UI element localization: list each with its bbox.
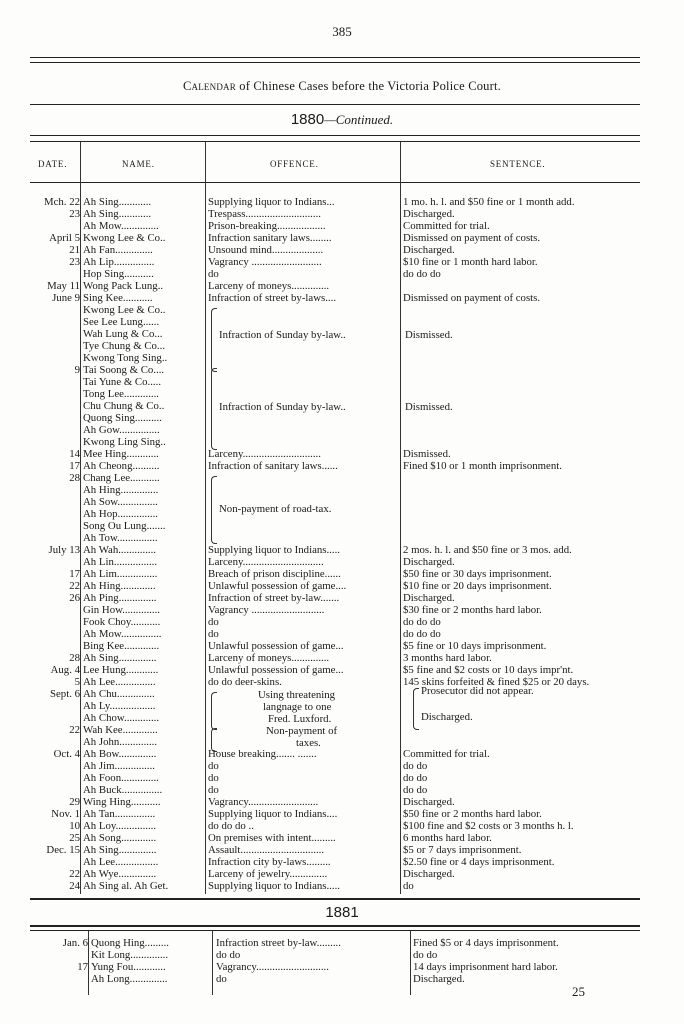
table-row: [30, 340, 640, 352]
cell-offence: Vagrancy ...........................: [208, 604, 325, 616]
cell-sentence: Dismissed on payment of costs.: [403, 232, 541, 244]
table-row: [30, 544, 640, 556]
cell-name: Ah Tan...............: [83, 808, 156, 820]
table-row: [30, 472, 640, 484]
cell-offence: Larceny of moneys..............: [208, 652, 330, 664]
cell-name: Ah Buck...............: [83, 784, 163, 796]
cell-sentence: Discharged.: [413, 973, 465, 985]
cell-offence: Supplying liquor to Indians...: [208, 196, 335, 208]
col-name-header: NAME.: [122, 159, 155, 169]
table-row: [30, 352, 640, 364]
cell-offence: Larceny..............................: [208, 556, 324, 568]
table-row: [30, 208, 640, 220]
cell-offence: House breaking....... .......: [208, 748, 317, 760]
cell-offence: do: [208, 268, 219, 280]
cell-date: 17: [69, 460, 80, 472]
table-row: [30, 520, 640, 532]
table-row: [30, 292, 640, 304]
col-date-header: DATE.: [38, 159, 68, 169]
cell-name: Tong Lee.............: [83, 388, 160, 400]
group-offence-threat-3: Fred. Luxford.: [268, 713, 332, 725]
cell-offence: Trespass............................: [208, 208, 321, 220]
cell-name: Hop Sing...........: [83, 268, 154, 280]
cell-name: Ah Mow..............: [83, 220, 159, 232]
cell-offence: Assault...............................: [208, 844, 325, 856]
year-1880: 1880: [290, 111, 325, 128]
cell-sentence: $2.50 fine or 4 days imprisonment.: [403, 856, 555, 868]
cell-name: Ah Long..............: [91, 973, 168, 985]
cell-date: June 9: [52, 292, 80, 304]
brace-sept-sentence: [413, 688, 419, 730]
cell-sentence: $5 or 7 days imprisonment.: [403, 844, 522, 856]
cell-sentence: $10 fine or 20 days imprisonment.: [403, 580, 552, 592]
cell-date: Mch. 22: [44, 196, 80, 208]
cell-name: Ah Chu..............: [83, 688, 155, 700]
year-rule: [30, 135, 640, 136]
cell-date: 26: [69, 592, 80, 604]
cell-date: 23: [69, 208, 80, 220]
table-row: [30, 973, 640, 985]
col-sentence-header: SENTENCE.: [490, 159, 546, 169]
table-row: [30, 640, 640, 652]
table-row: [30, 448, 640, 460]
cell-offence: Infraction of street by-law.......: [208, 592, 340, 604]
rule-before-1881: [30, 898, 640, 900]
cell-name: Ah Fan..............: [83, 244, 153, 256]
cell-date: Jan. 6: [62, 937, 88, 949]
cell-date: 24: [69, 880, 80, 892]
table-row: [30, 316, 640, 328]
cell-offence: Supplying liquor to Indians.....: [208, 544, 340, 556]
cell-sentence: $10 fine or 1 month hard labor.: [403, 256, 538, 268]
cell-name: Ah Sing............: [83, 196, 152, 208]
cell-name: Quong Sing..........: [83, 412, 162, 424]
cell-offence: Infraction city by-laws.........: [208, 856, 331, 868]
cell-date: 28: [69, 472, 80, 484]
table-1880: [30, 0, 640, 1024]
header-rule-top: [30, 141, 640, 142]
table-row: [30, 868, 640, 880]
cell-name: Ah Wah..............: [83, 544, 157, 556]
table-row: [30, 652, 640, 664]
cell-date: 14: [69, 448, 80, 460]
cell-offence: do do deer-skins.: [208, 676, 282, 688]
cell-name: Bing Kee.............: [83, 640, 160, 652]
cell-date: Aug. 4: [50, 664, 80, 676]
cell-date: 29: [69, 796, 80, 808]
cell-offence: Infraction street by-law.........: [216, 937, 341, 949]
table-row: [30, 412, 640, 424]
cell-sentence: $50 fine or 2 months hard labor.: [403, 808, 542, 820]
cell-offence: Larceny.............................: [208, 448, 321, 460]
brace-threatening: [211, 692, 217, 730]
cell-name: Kit Long..............: [91, 949, 169, 961]
cell-name: Tye Chung & Co...: [83, 340, 166, 352]
table-row: [30, 532, 640, 544]
cell-name: Ah Mow...............: [83, 628, 162, 640]
cell-offence: Breach of prison discipline......: [208, 568, 341, 580]
cell-name: Kwong Lee & Co..: [83, 232, 166, 244]
table-row: [30, 580, 640, 592]
cell-sentence: Discharged.: [403, 868, 455, 880]
cell-name: Song Ou Lung.......: [83, 520, 166, 532]
table-row: [30, 676, 640, 688]
table-row: [30, 388, 640, 400]
table-row: [30, 664, 640, 676]
table-row: [30, 736, 640, 748]
cell-offence: do do: [216, 949, 241, 961]
divider-1881-name-offence: [212, 931, 213, 995]
table-row: [30, 712, 640, 724]
divider-offence-sentence: [400, 142, 401, 894]
header-rule-bottom: [30, 182, 640, 183]
table-row: [30, 628, 640, 640]
page-number: 385: [332, 24, 352, 39]
cell-name: Mee Hing............: [83, 448, 159, 460]
cell-sentence: Discharged.: [403, 796, 455, 808]
cell-name: Tai Soong & Co....: [83, 364, 165, 376]
cell-sentence: Fined $5 or 4 days imprisonment.: [413, 937, 559, 949]
table-row: [30, 700, 640, 712]
cell-offence: do: [216, 973, 227, 985]
cell-sentence: $5 fine and $2 costs or 10 days impr'nt.: [403, 664, 574, 676]
cell-date: Sept. 6: [50, 688, 80, 700]
table-row: [30, 196, 640, 208]
cell-sentence: do do: [403, 760, 428, 772]
table-row: [30, 484, 640, 496]
cell-date: 22: [69, 868, 80, 880]
cell-name: Kwong Lee & Co..: [83, 304, 166, 316]
cell-name: Wing Hing...........: [83, 796, 161, 808]
cell-date: 22: [69, 724, 80, 736]
cell-name: Fook Choy...........: [83, 616, 161, 628]
cell-name: Ah Chow.............: [83, 712, 160, 724]
table-row: [30, 256, 640, 268]
cell-date: 17: [69, 568, 80, 580]
divider-1881-date-name: [88, 931, 89, 995]
cell-name: Ah Lim...............: [83, 568, 158, 580]
cell-name: Wah Lung & Co...: [83, 328, 163, 340]
table-row: [30, 796, 640, 808]
cell-name: Ah Ly.................: [83, 700, 156, 712]
cell-name: Ah Cheong..........: [83, 460, 160, 472]
caption-smallcaps: Calendar: [183, 79, 236, 93]
cell-name: Ah Sing..............: [83, 844, 157, 856]
table-row: [30, 460, 640, 472]
cell-sentence: do do do: [403, 268, 441, 280]
group-sentence-sunday-1: Dismissed.: [405, 329, 453, 341]
group-offence-sunday-2: Infraction of Sunday by-law..: [219, 401, 346, 413]
cell-name: Ah Loy...............: [83, 820, 157, 832]
cell-date: 5: [74, 676, 80, 688]
group-offence-tax-2: taxes.: [296, 737, 321, 749]
cell-name: Ah Lee................: [83, 856, 159, 868]
cell-sentence: Discharged.: [403, 592, 455, 604]
cell-date: April 5: [49, 232, 80, 244]
table-row: [30, 604, 640, 616]
cell-sentence: Committed for trial.: [403, 220, 490, 232]
cell-name: Gin How..............: [83, 604, 160, 616]
cell-name: Ah Hing..............: [83, 484, 159, 496]
year-1881: 1881: [325, 904, 359, 921]
group-offence-road-tax: Non-payment of road-tax.: [219, 503, 332, 515]
table-row: [30, 616, 640, 628]
cell-sentence: Discharged.: [403, 208, 455, 220]
cell-offence: Unlawful possession of game....: [208, 580, 347, 592]
cell-offence: do do do ..: [208, 820, 254, 832]
group-sentence-sept-2: Discharged.: [421, 711, 473, 723]
table-row: [30, 844, 640, 856]
cell-date: 9: [74, 364, 80, 376]
cell-offence: do: [208, 616, 219, 628]
cell-sentence: Dismissed.: [403, 448, 451, 460]
cell-name: Quong Hing.........: [91, 937, 169, 949]
cell-offence: Supplying liquor to Indians.....: [208, 880, 340, 892]
brace-taxes: [211, 728, 217, 752]
cell-offence: Infraction of street by-laws....: [208, 292, 337, 304]
table-row: [30, 244, 640, 256]
table-row: [30, 808, 640, 820]
cell-name: Ah Song.............: [83, 832, 157, 844]
cell-offence: Larceny of moneys..............: [208, 280, 330, 292]
cell-sentence: 3 months hard labor.: [403, 652, 492, 664]
table-row: [30, 280, 640, 292]
cell-offence: On premises with intent.........: [208, 832, 336, 844]
cell-name: Ah Lip...............: [83, 256, 155, 268]
cell-name: Ah Sing al. Ah Get.: [83, 880, 169, 892]
cell-date: 17: [77, 961, 88, 973]
cell-sentence: 1 mo. h. l. and $50 fine or 1 month add.: [403, 196, 575, 208]
cell-offence: do: [208, 772, 219, 784]
cell-offence: Vagrancy...........................: [216, 961, 329, 973]
cell-sentence: $50 fine or 30 days imprisonment.: [403, 568, 552, 580]
cell-name: Yung Fou............: [91, 961, 166, 973]
cell-offence: Prison-breaking..................: [208, 220, 326, 232]
top-rule: [30, 57, 640, 58]
cell-sentence: do do do: [403, 628, 441, 640]
table-row: [30, 760, 640, 772]
cell-name: See Lee Lung......: [83, 316, 160, 328]
cell-date: 25: [69, 832, 80, 844]
group-sentence-sunday-2: Dismissed.: [405, 401, 453, 413]
cell-name: Ah Jim...............: [83, 760, 155, 772]
table-row: [30, 436, 640, 448]
rule-after-1881: [30, 925, 640, 927]
cell-sentence: $30 fine or 2 months hard labor.: [403, 604, 542, 616]
cell-date: Dec. 15: [46, 844, 80, 856]
cell-name: Ah Lee...............: [83, 676, 156, 688]
year-continued: —Continued.: [324, 112, 394, 127]
table-row: [30, 556, 640, 568]
group-offence-threat-1: Using threatening: [258, 689, 336, 701]
table-row: [30, 268, 640, 280]
group-offence-sunday-1: Infraction of Sunday by-law..: [219, 329, 346, 341]
cell-offence: Infraction sanitary laws........: [208, 232, 332, 244]
cell-name: Kwong Tong Sing..: [83, 352, 168, 364]
table-row: [30, 820, 640, 832]
cell-name: Ah Sing............: [83, 208, 152, 220]
table-row: [30, 376, 640, 388]
table-row: [30, 568, 640, 580]
cell-name: Tai Yune & Co.....: [83, 376, 162, 388]
table-row: [30, 748, 640, 760]
cell-sentence: do do: [403, 772, 428, 784]
cell-name: Ah Wye..............: [83, 868, 157, 880]
cell-sentence: do do: [413, 949, 438, 961]
cell-name: Kwong Ling Sing..: [83, 436, 166, 448]
cell-name: Sing Kee...........: [83, 292, 153, 304]
col-offence-header: OFFENCE.: [270, 159, 319, 169]
table-row: [30, 784, 640, 796]
cell-offence: Unlawful possession of game...: [208, 664, 344, 676]
table-row: [30, 949, 640, 961]
cell-sentence: $100 fine and $2 costs or 3 months h. l.: [403, 820, 574, 832]
table-row: [30, 364, 640, 376]
year-header: [0, 111, 684, 128]
table-row: [30, 961, 640, 973]
cell-name: Wong Pack Lung..: [83, 280, 164, 292]
cell-offence: Unlawful possession of game...: [208, 640, 344, 652]
cell-offence: Vagrancy ..........................: [208, 256, 322, 268]
cell-date: 28: [69, 652, 80, 664]
cell-date: 21: [69, 244, 80, 256]
brace-sunday-1: [211, 308, 217, 372]
cell-date: 23: [69, 256, 80, 268]
table-row: [30, 592, 640, 604]
cell-name: Ah Lin................: [83, 556, 158, 568]
cell-name: Ah Bow..............: [83, 748, 157, 760]
cell-date: Nov. 1: [51, 808, 80, 820]
cell-sentence: Fined $10 or 1 month imprisonment.: [403, 460, 562, 472]
table-row: [30, 496, 640, 508]
footer-page-number: 25: [572, 984, 585, 999]
cell-sentence: Discharged.: [403, 244, 455, 256]
cell-sentence: Dismissed on payment of costs.: [403, 292, 541, 304]
cell-name: Lee Hung............: [83, 664, 159, 676]
cell-name: Ah John..............: [83, 736, 158, 748]
cell-name: Ah Hop...............: [83, 508, 158, 520]
cell-name: Ah Ping..............: [83, 592, 157, 604]
cell-date: Oct. 4: [53, 748, 80, 760]
brace-road-tax: [211, 476, 217, 544]
cell-name: Ah Tow...............: [83, 532, 158, 544]
divider-1881-offence-sentence: [410, 931, 411, 995]
cell-sentence: do do do: [403, 616, 441, 628]
cell-date: July 13: [48, 544, 80, 556]
table-row: [30, 508, 640, 520]
cell-name: Ah Foon..............: [83, 772, 159, 784]
cell-offence: Vagrancy..........................: [208, 796, 319, 808]
cell-sentence: 145 skins forfeited & fined $25 or 20 days.: [403, 676, 590, 688]
cell-offence: Infraction of sanitary laws......: [208, 460, 338, 472]
table-1881: [30, 0, 640, 1024]
table-row: [30, 880, 640, 892]
cell-date: 10: [69, 820, 80, 832]
cell-offence: do: [208, 784, 219, 796]
table-row: [30, 937, 640, 949]
cell-sentence: 14 days imprisonment hard labor.: [413, 961, 558, 973]
divider-date-name: [80, 142, 81, 894]
table-row: [30, 232, 640, 244]
cell-sentence: do: [403, 880, 414, 892]
table-row: [30, 220, 640, 232]
table-row: [30, 772, 640, 784]
cell-offence: Supplying liquor to Indians....: [208, 808, 338, 820]
cell-date: May 11: [47, 280, 80, 292]
table-row: [30, 424, 640, 436]
table-row: [30, 832, 640, 844]
top-rule-2: [30, 62, 640, 63]
cell-sentence: $5 fine or 10 days imprisonment.: [403, 640, 547, 652]
cell-name: Chang Lee...........: [83, 472, 160, 484]
cell-date: 22: [69, 580, 80, 592]
cell-sentence: 6 months hard labor.: [403, 832, 492, 844]
cell-name: Wah Kee.............: [83, 724, 158, 736]
cell-name: Ah Hing.............: [83, 580, 156, 592]
table-caption: [0, 79, 684, 94]
caption-rest: of Chinese Cases before the Victoria Police Court.: [235, 79, 501, 93]
cell-name: Ah Gow...............: [83, 424, 160, 436]
table-row: [30, 856, 640, 868]
cell-sentence: 2 mos. h. l. and $50 fine or 3 mos. add.: [403, 544, 572, 556]
cell-sentence: Committed for trial.: [403, 748, 490, 760]
group-offence-threat-2: langnage to one: [263, 701, 332, 713]
cell-offence: Larceny of jewelry..............: [208, 868, 328, 880]
rule-after-1881-b: [30, 930, 640, 931]
group-offence-tax-1: Non-payment of: [266, 725, 338, 737]
divider-name-offence: [205, 142, 206, 894]
cell-sentence: Discharged.: [403, 556, 455, 568]
table-row: [30, 304, 640, 316]
cell-offence: Unsound mind...................: [208, 244, 324, 256]
caption-rule: [30, 104, 640, 105]
brace-sunday-2: [211, 368, 217, 450]
cell-sentence: do do: [403, 784, 428, 796]
group-sentence-sept-1: Prosecutor did not appear.: [421, 685, 534, 697]
cell-name: Ah Sow...............: [83, 496, 158, 508]
cell-offence: do: [208, 628, 219, 640]
cell-name: Ah Sing..............: [83, 652, 157, 664]
cell-name: Chu Chung & Co..: [83, 400, 165, 412]
cell-offence: do: [208, 760, 219, 772]
